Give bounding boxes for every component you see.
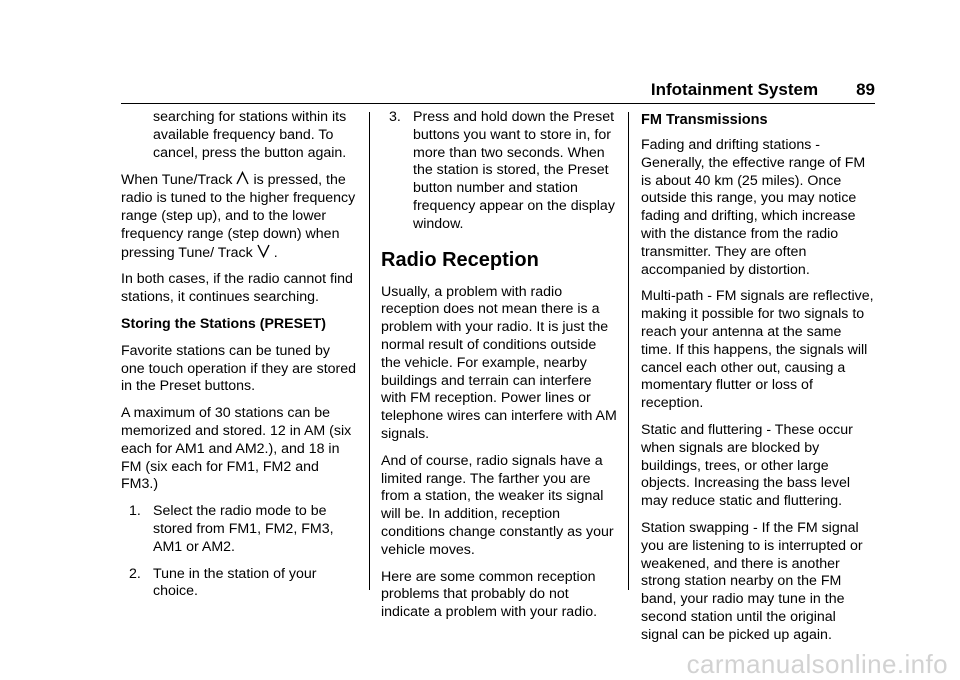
- paragraph: In both cases, if the radio cannot find stations, it continues searching.: [121, 271, 353, 306]
- header-rule: [121, 103, 875, 104]
- paragraph: Station swapping - If the FM signal you are listening to is interrupted or weakened, and there is another strong station nearby on the FM band, your radio may tune in the second station until the original signal can be picked up again.: [641, 519, 863, 643]
- subheading: Storing the Stations (PRESET): [121, 315, 326, 332]
- text-run: .: [273, 244, 278, 261]
- column-divider-2: [628, 112, 629, 590]
- chevron-up-icon: [236, 171, 249, 185]
- section-title: Infotainment System: [650, 80, 819, 99]
- section-heading: Radio Reception: [381, 248, 539, 271]
- step-number: 1.: [129, 503, 141, 520]
- paragraph: And of course, radio signals have a limited range. The farther you are from a station, the weaker its signal will be. In addition, reception conditions change constantly as your vehicle moves.: [381, 452, 614, 558]
- step-number: 2.: [129, 565, 141, 582]
- list-item: [121, 566, 357, 602]
- section-heading: FM Transmissions: [641, 112, 768, 128]
- step-text: Press and hold down the Preset buttons you want to store in, for more than two seconds. When the station is stored, the Preset button number and station frequency appear on the display window.: [413, 109, 615, 232]
- text-run: When Tune/Track: [121, 172, 233, 189]
- paragraph: Here are some common reception problems that probably do not indicate a problem with your radio.: [381, 568, 598, 621]
- watermark: carmanualsonline.info: [686, 649, 948, 679]
- step-text: Tune in the station of your choice.: [153, 565, 317, 600]
- paragraph: Usually, a problem with radio reception does not mean there is a problem with your radio. It is just the normal result of conditions outside the vehicle. For example, nearby buildings and terrain can interfere with FM reception. Power lines or telephone wires can interfere with AM signals.: [381, 283, 617, 442]
- page-number: 89: [856, 80, 875, 99]
- list-item: [381, 109, 618, 234]
- column-3: [641, 109, 875, 654]
- paragraph-tune-track: [121, 171, 357, 262]
- list-item: [121, 503, 357, 556]
- step-text: Select the radio mode to be stored from FM1, FM2, FM3, AM1 or AM2.: [153, 503, 334, 555]
- paragraph: Fading and drifting stations - Generally, the effective range of FM is about 40 km (25 miles). Once outside this range, you may notice fading and drifting, which increase with the distance from the radio transmitter. They are often accompanied by distortion.: [641, 137, 866, 278]
- paragraph: Static and fluttering - These occur when signals are blocked by buildings, trees, or other large objects. Increasing the bass level may reduce static and fluttering.: [641, 421, 853, 510]
- paragraph: Multi-path - FM signals are reflective, making it possible for two signals to reach your antenna at the same time. If this happens, the signals will cancel each other out, causing a momentary flutter or loss of reception.: [641, 288, 874, 412]
- column-2: [381, 109, 618, 631]
- paragraph: A maximum of 30 stations can be memorized and stored. 12 in AM (six each for AM1 and AM2.), and 18 in FM (six each for FM1, FM2 and FM3.): [121, 405, 352, 493]
- paragraph: searching for stations within its available frequency band. To cancel, press the button again.: [153, 109, 347, 161]
- paragraph: Favorite stations can be tuned by one touch operation if they are stored in the Preset buttons.: [121, 342, 357, 395]
- page-header: [0, 80, 875, 100]
- step-number: 3.: [389, 109, 401, 125]
- column-1: [121, 109, 357, 610]
- chevron-down-icon: [257, 244, 270, 258]
- column-divider-1: [369, 112, 370, 590]
- text-run: is pressed, the radio is tuned to the higher frequency range (step up), and to the lower frequency range (step down) when pressing Tune/ Track: [121, 172, 356, 261]
